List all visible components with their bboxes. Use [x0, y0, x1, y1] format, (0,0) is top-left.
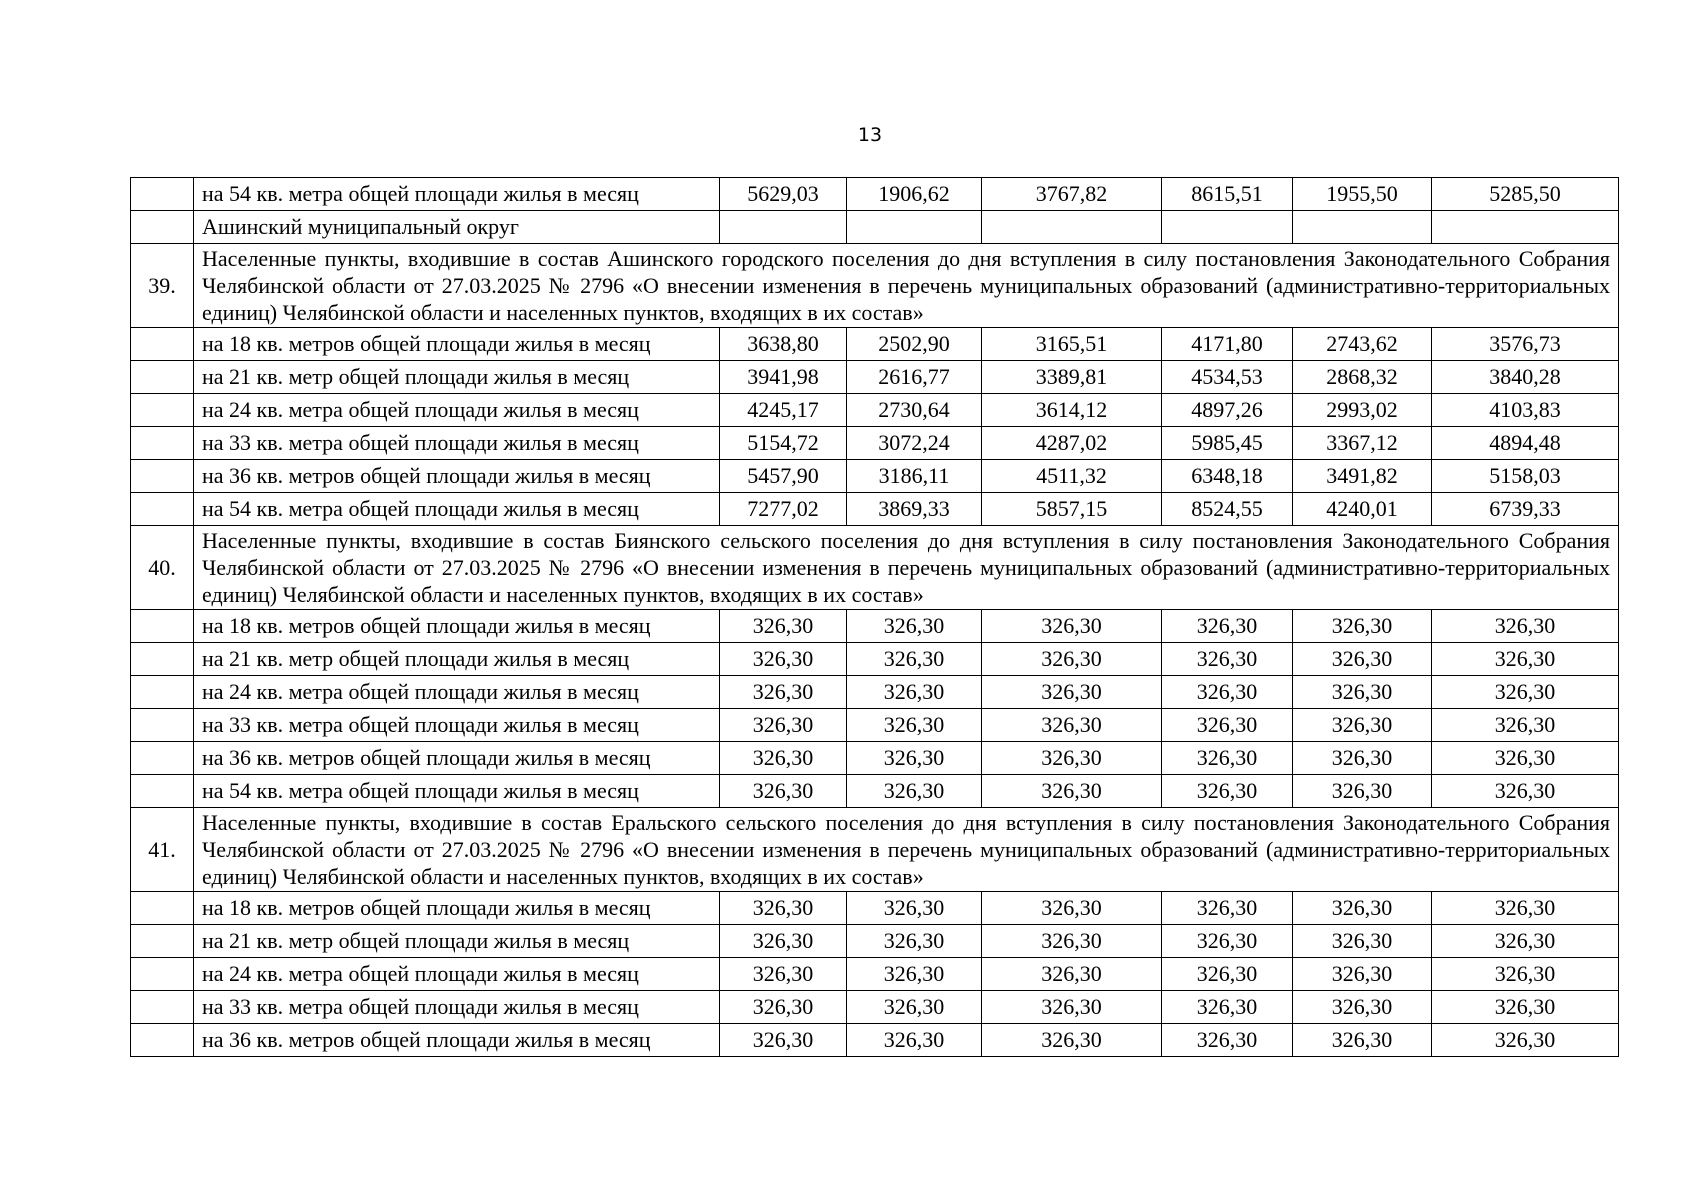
- value-cell: 2993,02: [1293, 394, 1432, 427]
- section-description: Населенные пункты, входившие в состав Еральского сельского поселения до дня вступления в силу постановления Законодательного Собрания Челябинской области от 27.03.2025 № 2796 «О внесении изменения в перечень муниципальных образований (административно-территориальных единиц) Челябинской области и населенных пунктов, входящих в их состав»: [194, 808, 1619, 892]
- row-label: на 33 кв. метра общей площади жилья в месяц: [194, 427, 720, 460]
- value-cell: 326,30: [1162, 991, 1293, 1024]
- value-cell: 4240,01: [1293, 493, 1432, 526]
- section-heading-row: [131, 808, 1619, 892]
- row-number-cell: [131, 775, 194, 808]
- value-cell: 326,30: [1432, 709, 1619, 742]
- value-cell: 326,30: [1162, 610, 1293, 643]
- value-cell: 326,30: [720, 892, 847, 925]
- value-cell: 8615,51: [1162, 178, 1293, 211]
- row-number-cell: [131, 892, 194, 925]
- table-row: [131, 178, 1619, 211]
- table-row: [131, 991, 1619, 1024]
- empty-cell: [847, 211, 982, 244]
- value-cell: 3165,51: [982, 328, 1162, 361]
- row-label: на 21 кв. метр общей площади жилья в месяц: [194, 643, 720, 676]
- value-cell: 326,30: [982, 676, 1162, 709]
- value-cell: 326,30: [1162, 892, 1293, 925]
- row-number-cell: [131, 361, 194, 394]
- row-label: на 24 кв. метра общей площади жилья в месяц: [194, 394, 720, 427]
- value-cell: 326,30: [847, 709, 982, 742]
- row-number-cell: [131, 991, 194, 1024]
- value-cell: 326,30: [982, 709, 1162, 742]
- value-cell: 326,30: [720, 742, 847, 775]
- page-number: 13: [857, 124, 883, 146]
- value-cell: 326,30: [982, 643, 1162, 676]
- table-row: [131, 610, 1619, 643]
- tariff-table: [130, 177, 1619, 1057]
- value-cell: 5285,50: [1432, 178, 1619, 211]
- value-cell: 326,30: [1432, 676, 1619, 709]
- table-row: [131, 1024, 1619, 1057]
- row-number-cell: [131, 958, 194, 991]
- table-row: [131, 493, 1619, 526]
- value-cell: 326,30: [982, 742, 1162, 775]
- value-cell: 2502,90: [847, 328, 982, 361]
- value-cell: 6739,33: [1432, 493, 1619, 526]
- table-row: [131, 643, 1619, 676]
- value-cell: 5857,15: [982, 493, 1162, 526]
- value-cell: 326,30: [720, 925, 847, 958]
- value-cell: 326,30: [982, 925, 1162, 958]
- value-cell: 326,30: [1293, 925, 1432, 958]
- value-cell: 5154,72: [720, 427, 847, 460]
- value-cell: 326,30: [1432, 892, 1619, 925]
- row-label: на 18 кв. метров общей площади жилья в месяц: [194, 892, 720, 925]
- value-cell: 326,30: [1162, 676, 1293, 709]
- value-cell: 326,30: [1162, 643, 1293, 676]
- value-cell: 326,30: [720, 775, 847, 808]
- group-label: Ашинский муниципальный округ: [194, 211, 720, 244]
- empty-cell: [1432, 211, 1619, 244]
- empty-cell: [720, 211, 847, 244]
- value-cell: 326,30: [1293, 892, 1432, 925]
- value-cell: 326,30: [982, 1024, 1162, 1057]
- value-cell: 326,30: [847, 676, 982, 709]
- value-cell: 326,30: [847, 925, 982, 958]
- row-number-cell: [131, 643, 194, 676]
- value-cell: 3576,73: [1432, 328, 1619, 361]
- row-label: на 54 кв. метра общей площади жилья в месяц: [194, 775, 720, 808]
- value-cell: 326,30: [847, 742, 982, 775]
- value-cell: 4287,02: [982, 427, 1162, 460]
- value-cell: 7277,02: [720, 493, 847, 526]
- empty-cell: [1162, 211, 1293, 244]
- section-heading-row: [131, 244, 1619, 328]
- value-cell: 1955,50: [1293, 178, 1432, 211]
- value-cell: 326,30: [1162, 709, 1293, 742]
- row-number-cell: [131, 925, 194, 958]
- row-label: на 24 кв. метра общей площади жилья в месяц: [194, 958, 720, 991]
- row-label: на 18 кв. метров общей площади жилья в месяц: [194, 328, 720, 361]
- value-cell: 326,30: [720, 610, 847, 643]
- value-cell: 326,30: [720, 643, 847, 676]
- row-label: на 24 кв. метра общей площади жилья в месяц: [194, 676, 720, 709]
- empty-cell: [1293, 211, 1432, 244]
- value-cell: 4245,17: [720, 394, 847, 427]
- value-cell: 2743,62: [1293, 328, 1432, 361]
- value-cell: 326,30: [1432, 958, 1619, 991]
- value-cell: 326,30: [1162, 775, 1293, 808]
- table-row: [131, 775, 1619, 808]
- value-cell: 5629,03: [720, 178, 847, 211]
- value-cell: 326,30: [1432, 610, 1619, 643]
- row-number-cell: [131, 427, 194, 460]
- value-cell: 3941,98: [720, 361, 847, 394]
- value-cell: 3367,12: [1293, 427, 1432, 460]
- value-cell: 326,30: [720, 1024, 847, 1057]
- value-cell: 3186,11: [847, 460, 982, 493]
- row-label: на 36 кв. метров общей площади жилья в месяц: [194, 460, 720, 493]
- table-row: [131, 676, 1619, 709]
- value-cell: 326,30: [847, 643, 982, 676]
- section-number: 39.: [131, 244, 194, 328]
- value-cell: 5158,03: [1432, 460, 1619, 493]
- row-number-cell: [131, 460, 194, 493]
- value-cell: 326,30: [720, 676, 847, 709]
- row-number-cell: [131, 676, 194, 709]
- value-cell: 8524,55: [1162, 493, 1293, 526]
- value-cell: 5457,90: [720, 460, 847, 493]
- value-cell: 3767,82: [982, 178, 1162, 211]
- value-cell: 1906,62: [847, 178, 982, 211]
- value-cell: 4511,32: [982, 460, 1162, 493]
- table-row: [131, 892, 1619, 925]
- value-cell: 3869,33: [847, 493, 982, 526]
- value-cell: 326,30: [847, 610, 982, 643]
- value-cell: 326,30: [982, 958, 1162, 991]
- value-cell: 326,30: [1162, 742, 1293, 775]
- value-cell: 326,30: [1293, 991, 1432, 1024]
- value-cell: 6348,18: [1162, 460, 1293, 493]
- group-row: [131, 211, 1619, 244]
- row-number-cell: [131, 178, 194, 211]
- row-label: на 54 кв. метра общей площади жилья в месяц: [194, 178, 720, 211]
- section-description: Населенные пункты, входившие в состав Биянского сельского поселения до дня вступления в силу постановления Законодательного Собрания Челябинской области от 27.03.2025 № 2796 «О внесении изменения в перечень муниципальных образований (административно-территориальных единиц) Челябинской области и населенных пунктов, входящих в их состав»: [194, 526, 1619, 610]
- value-cell: 326,30: [1293, 643, 1432, 676]
- value-cell: 326,30: [1162, 958, 1293, 991]
- value-cell: 326,30: [847, 991, 982, 1024]
- table-row: [131, 328, 1619, 361]
- row-number-cell: [131, 1024, 194, 1057]
- section-number: 40.: [131, 526, 194, 610]
- table-row: [131, 427, 1619, 460]
- table-row: [131, 925, 1619, 958]
- row-number-cell: [131, 328, 194, 361]
- value-cell: 326,30: [1293, 958, 1432, 991]
- value-cell: 2868,32: [1293, 361, 1432, 394]
- row-number-cell: [131, 709, 194, 742]
- value-cell: 326,30: [1293, 1024, 1432, 1057]
- row-number-cell: [131, 493, 194, 526]
- value-cell: 326,30: [982, 610, 1162, 643]
- value-cell: 326,30: [847, 775, 982, 808]
- value-cell: 3614,12: [982, 394, 1162, 427]
- row-label: на 54 кв. метра общей площади жилья в месяц: [194, 493, 720, 526]
- value-cell: 3389,81: [982, 361, 1162, 394]
- value-cell: 326,30: [1432, 775, 1619, 808]
- section-number: 41.: [131, 808, 194, 892]
- value-cell: 326,30: [847, 892, 982, 925]
- row-label: на 18 кв. метров общей площади жилья в месяц: [194, 610, 720, 643]
- value-cell: 5985,45: [1162, 427, 1293, 460]
- row-label: на 33 кв. метра общей площади жилья в месяц: [194, 991, 720, 1024]
- empty-cell: [982, 211, 1162, 244]
- value-cell: 326,30: [1432, 643, 1619, 676]
- table-row: [131, 394, 1619, 427]
- value-cell: 326,30: [1293, 676, 1432, 709]
- row-label: на 21 кв. метр общей площади жилья в месяц: [194, 925, 720, 958]
- value-cell: 326,30: [982, 892, 1162, 925]
- value-cell: 4897,26: [1162, 394, 1293, 427]
- value-cell: 326,30: [1162, 1024, 1293, 1057]
- table-row: [131, 958, 1619, 991]
- value-cell: 2616,77: [847, 361, 982, 394]
- value-cell: 326,30: [1432, 991, 1619, 1024]
- row-number-cell: [131, 610, 194, 643]
- row-number-cell: [131, 394, 194, 427]
- row-label: на 33 кв. метра общей площади жилья в месяц: [194, 709, 720, 742]
- value-cell: 3491,82: [1293, 460, 1432, 493]
- value-cell: 326,30: [1432, 925, 1619, 958]
- value-cell: 326,30: [720, 991, 847, 1024]
- row-label: на 36 кв. метров общей площади жилья в месяц: [194, 1024, 720, 1057]
- table-row: [131, 742, 1619, 775]
- row-number-cell: [131, 211, 194, 244]
- value-cell: 326,30: [1432, 1024, 1619, 1057]
- section-description: Населенные пункты, входившие в состав Ашинского городского поселения до дня вступления в силу постановления Законодательного Собрания Челябинской области от 27.03.2025 № 2796 «О внесении изменения в перечень муниципальных образований (административно-территориальных единиц) Челябинской области и населенных пунктов, входящих в их состав»: [194, 244, 1619, 328]
- value-cell: 3072,24: [847, 427, 982, 460]
- value-cell: 326,30: [847, 1024, 982, 1057]
- value-cell: 326,30: [1293, 775, 1432, 808]
- value-cell: 2730,64: [847, 394, 982, 427]
- row-number-cell: [131, 742, 194, 775]
- value-cell: 326,30: [982, 991, 1162, 1024]
- table-row: [131, 709, 1619, 742]
- row-label: на 21 кв. метр общей площади жилья в месяц: [194, 361, 720, 394]
- value-cell: 4103,83: [1432, 394, 1619, 427]
- value-cell: 4894,48: [1432, 427, 1619, 460]
- row-label: на 36 кв. метров общей площади жилья в месяц: [194, 742, 720, 775]
- table-row: [131, 361, 1619, 394]
- value-cell: 326,30: [1293, 610, 1432, 643]
- value-cell: 326,30: [1432, 742, 1619, 775]
- table-row: [131, 460, 1619, 493]
- value-cell: 326,30: [1162, 925, 1293, 958]
- value-cell: 326,30: [720, 709, 847, 742]
- value-cell: 4171,80: [1162, 328, 1293, 361]
- value-cell: 326,30: [720, 958, 847, 991]
- value-cell: 4534,53: [1162, 361, 1293, 394]
- value-cell: 326,30: [1293, 742, 1432, 775]
- value-cell: 326,30: [847, 958, 982, 991]
- value-cell: 3638,80: [720, 328, 847, 361]
- value-cell: 326,30: [982, 775, 1162, 808]
- value-cell: 3840,28: [1432, 361, 1619, 394]
- value-cell: 326,30: [1293, 709, 1432, 742]
- section-heading-row: [131, 526, 1619, 610]
